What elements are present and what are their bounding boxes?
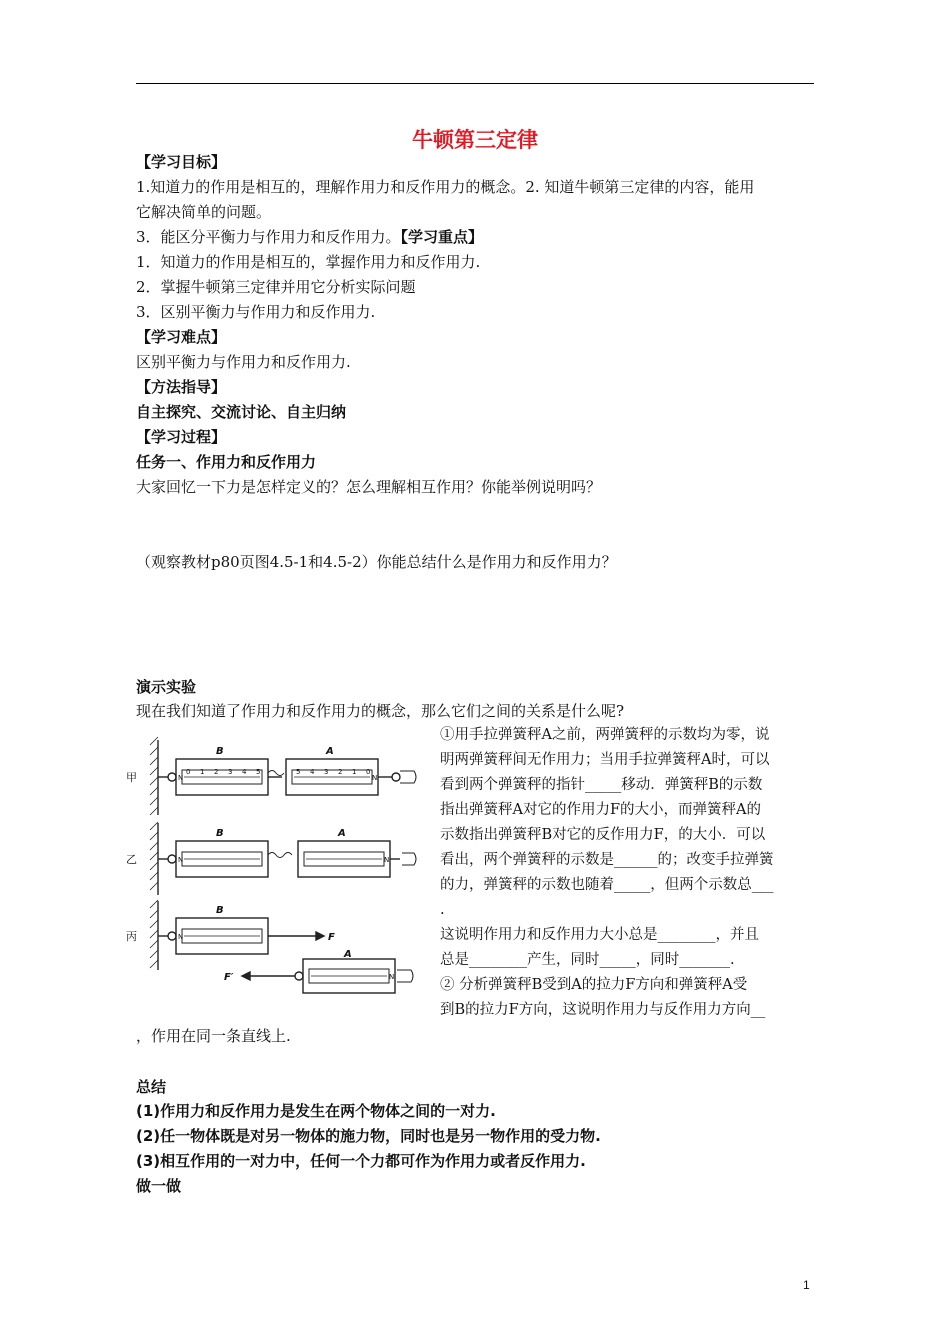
tick-r4: 4 xyxy=(310,768,315,776)
tick-2: 2 xyxy=(214,768,219,776)
scale-a-label-2: A xyxy=(338,828,346,839)
tick-r5: 5 xyxy=(296,768,301,776)
task-1-heading: 任务一、作用力和反作用力 xyxy=(136,453,317,471)
tick-4: 4 xyxy=(242,768,247,776)
right-text-3: 指出弹簧秤A对它的作用力F的大小，而弹簧秤A的 xyxy=(440,802,762,818)
right-text-5: 看出，两个弹簧秤的示数是______的；改变手拉弹簧 xyxy=(440,852,774,868)
summary-3: (3)相互作用的一对力中，任何一个力都可作为作用力或者反作用力. xyxy=(136,1152,586,1170)
method-heading: 【方法指导】 xyxy=(136,378,227,396)
scale-b-label-2: B xyxy=(216,828,224,839)
key-line-2: 2．掌握牛顿第三定律并用它分析实际问题 xyxy=(136,278,416,296)
tick-r0: 0 xyxy=(366,768,371,776)
demo-heading: 演示实验 xyxy=(136,678,197,696)
key-heading: 【学习重点】 xyxy=(400,228,484,246)
scale-n-2: N xyxy=(372,774,378,782)
scale-b-label-1: B xyxy=(216,746,224,757)
right-text-7: . xyxy=(440,902,445,918)
right-text-6: 的力，弹簧秤的示数也随着_____，但两个示数总___ xyxy=(440,877,774,893)
demo-question: 现在我们知道了作用力和反作用力的概念，那么它们之间的关系是什么呢? xyxy=(136,702,625,720)
tick-1: 1 xyxy=(200,768,205,776)
scale-n-5: N xyxy=(178,933,184,941)
right-text-2: 看到两个弹簧秤的指针_____移动．弹簧秤B的示数 xyxy=(440,777,763,793)
tick-0: 0 xyxy=(186,768,191,776)
summary-heading: 总结 xyxy=(136,1078,167,1096)
right-text-11: 到B的拉力F方向，这说明作用力与反作用力方向__ xyxy=(440,1002,766,1018)
scale-b-label-3: B xyxy=(216,905,224,916)
scale-n-1: N xyxy=(178,774,184,782)
right-text-1: 明两弹簧秤间无作用力；当用手拉弹簧秤A时，可以 xyxy=(440,752,770,768)
tick-r3: 3 xyxy=(324,768,329,776)
question-1: 大家回忆一下力是怎样定义的？怎么理解相互作用？你能举例说明吗？ xyxy=(136,478,602,496)
summary-1: (1)作用力和反作用力是发生在两个物体之间的一对力. xyxy=(136,1102,496,1120)
goal-3-text: 3．能区分平衡力与作用力和反作用力。 xyxy=(136,228,401,246)
label-yi: 乙 xyxy=(126,853,137,866)
label-jia: 甲 xyxy=(126,771,137,784)
goal-line-1: 1.知道力的作用是相互的，理解作用力和反作用力的概念。2. 知道牛顿第三定律的内容，能用 xyxy=(136,178,755,196)
scale-n-3: N xyxy=(178,856,184,864)
question-2: （观察教材p80页图4.5-1和4.5-2）你能总结什么是作用力和反作用力？ xyxy=(136,553,617,571)
method-line: 自主探究、交流讨论、自主归纳 xyxy=(136,403,347,421)
tick-3: 3 xyxy=(228,768,233,776)
goals-heading: 【学习目标】 xyxy=(136,153,227,171)
right-text-4: 示数指出弹簧秤B对它的反作用力F，的大小．可以 xyxy=(440,827,766,843)
scale-a-label-1: A xyxy=(326,746,334,757)
force-f-prime-label: F′ xyxy=(224,972,234,983)
scale-a-label-3: A xyxy=(344,949,352,960)
page-title: 牛顿第三定律 xyxy=(412,128,538,152)
header-rule xyxy=(136,83,814,84)
difficulty-line: 区别平衡力与作用力和反作用力. xyxy=(136,353,351,371)
process-heading: 【学习过程】 xyxy=(136,428,227,446)
label-bing: 丙 xyxy=(126,930,137,943)
summary-2: (2)任一物体既是对另一物体的施力物，同时也是另一物作用的受力物. xyxy=(136,1127,601,1145)
key-line-1: 1．知道力的作用是相互的，掌握作用力和反作用力. xyxy=(136,253,481,271)
tick-r2: 2 xyxy=(338,768,343,776)
right-text-9: 总是________产生，同时_____，同时_______. xyxy=(440,952,735,968)
difficulty-heading: 【学习难点】 xyxy=(136,328,227,346)
right-text-0: ①用手拉弹簧秤A之前，两弹簧秤的示数均为零，说 xyxy=(440,727,770,743)
force-f-label: F xyxy=(328,932,335,943)
tick-5: 5 xyxy=(256,768,261,776)
key-line-3: 3．区别平衡力与作用力和反作用力. xyxy=(136,303,376,321)
scale-n-6: N xyxy=(389,973,395,981)
right-text-10: ② 分析弹簧秤B受到A的拉力F方向和弹簧秤A受 xyxy=(440,977,748,993)
goal-line-2: 它解决简单的问题。 xyxy=(136,203,272,221)
tick-r1: 1 xyxy=(352,768,357,776)
goal-line-3 xyxy=(136,227,483,247)
scale-n-4: N xyxy=(384,856,390,864)
page-number: 1 xyxy=(803,1278,810,1292)
direction-tail: ，作用在同一条直线上. xyxy=(136,1027,291,1045)
right-text-8: 这说明作用力和反作用力大小总是________，并且 xyxy=(440,927,759,943)
do-it-heading: 做一做 xyxy=(136,1177,182,1195)
spring-scale-figure xyxy=(120,735,420,1020)
